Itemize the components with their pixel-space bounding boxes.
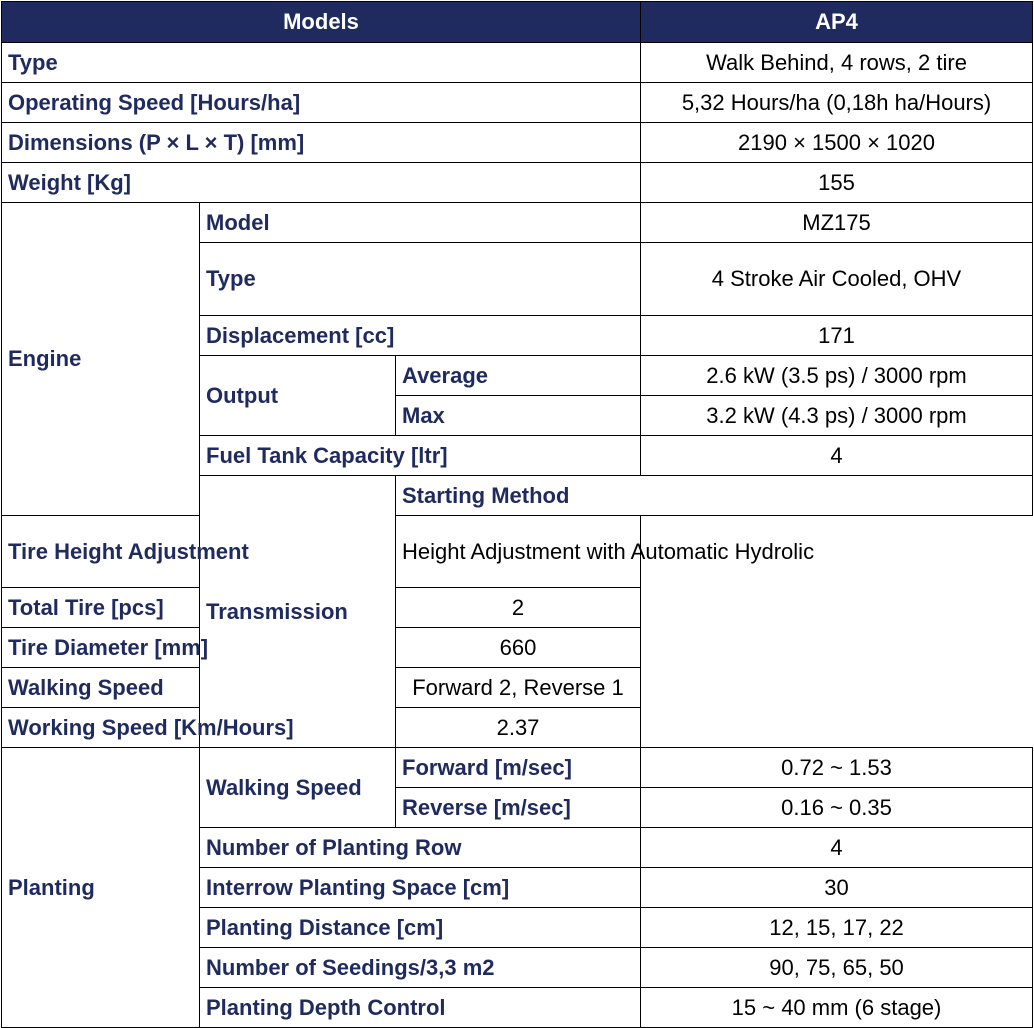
row-label: Starting Method (396, 476, 1033, 516)
row-label: Type (200, 243, 641, 316)
row-value: 4 (641, 828, 1033, 868)
row-label: Dimensions (P × L × T) [mm] (2, 123, 641, 163)
table-row (2, 163, 1033, 203)
row-value: Forward 2, Reverse 1 (396, 668, 641, 708)
row-value: 30 (641, 868, 1033, 908)
row-label: Planting Depth Control (200, 988, 641, 1028)
section-engine-label: Engine (2, 203, 200, 516)
output-label: Output (200, 356, 396, 436)
row-label: Type (2, 43, 641, 83)
row-sublabel: Forward [m/sec] (396, 748, 641, 788)
row-label: Operating Speed [Hours/ha] (2, 83, 641, 123)
row-value: 4 (641, 436, 1033, 476)
row-label: Number of Planting Row (200, 828, 641, 868)
header-row (2, 2, 1033, 43)
row-label: Planting Distance [cm] (200, 908, 641, 948)
table-row (2, 668, 1033, 708)
header-models: Models (2, 2, 641, 43)
row-value: 171 (641, 316, 1033, 356)
row-value: 2190 × 1500 × 1020 (641, 123, 1033, 163)
row-label: Total Tire [pcs] (2, 588, 396, 628)
header-model-name: AP4 (641, 2, 1033, 43)
row-value: MZ175 (641, 203, 1033, 243)
row-label: Tire Diameter [mm] (2, 628, 396, 668)
row-sublabel: Reverse [m/sec] (396, 788, 641, 828)
row-value: 5,32 Hours/ha (0,18h ha/Hours) (641, 83, 1033, 123)
table-row (2, 203, 1033, 243)
row-value: Walk Behind, 4 rows, 2 tire (641, 43, 1033, 83)
row-value: 2 (396, 588, 641, 628)
row-sublabel: Max (396, 396, 641, 436)
row-value: 660 (396, 628, 641, 668)
table-row (2, 748, 1033, 788)
table-row (2, 588, 1033, 628)
row-label: Tire Height Adjustment (2, 516, 396, 588)
row-value: 15 ~ 40 mm (6 stage) (641, 988, 1033, 1028)
spec-table (1, 1, 1033, 1028)
row-label: Working Speed [Km/Hours] (2, 708, 396, 748)
table-row (2, 628, 1033, 668)
row-label: Displacement [cc] (200, 316, 641, 356)
row-value: 155 (641, 163, 1033, 203)
table-row (2, 43, 1033, 83)
row-label: Walking Speed (2, 668, 396, 708)
section-planting-label: Planting (2, 748, 200, 1028)
table-row (2, 516, 1033, 588)
row-value: 4 Stroke Air Cooled, OHV (641, 243, 1033, 316)
table-row (2, 83, 1033, 123)
table-row (2, 708, 1033, 748)
row-label: Weight [Kg] (2, 163, 641, 203)
row-value: 0.72 ~ 1.53 (641, 748, 1033, 788)
row-label: Model (200, 203, 641, 243)
planting-walking-speed-label: Walking Speed (200, 748, 396, 828)
row-value: 12, 15, 17, 22 (641, 908, 1033, 948)
row-value: 3.2 kW (4.3 ps) / 3000 rpm (641, 396, 1033, 436)
row-label: Number of Seedings/3,3 m2 (200, 948, 641, 988)
row-value: 2.6 kW (3.5 ps) / 3000 rpm (641, 356, 1033, 396)
row-label: Interrow Planting Space [cm] (200, 868, 641, 908)
table-row (2, 123, 1033, 163)
row-label: Fuel Tank Capacity [ltr] (200, 436, 641, 476)
section-transmission-label: Transmission (200, 476, 396, 748)
row-value: 2.37 (396, 708, 641, 748)
row-value: 0.16 ~ 0.35 (641, 788, 1033, 828)
row-value: 90, 75, 65, 50 (641, 948, 1033, 988)
row-value: Height Adjustment with Automatic Hydrolic (396, 516, 641, 588)
row-sublabel: Average (396, 356, 641, 396)
